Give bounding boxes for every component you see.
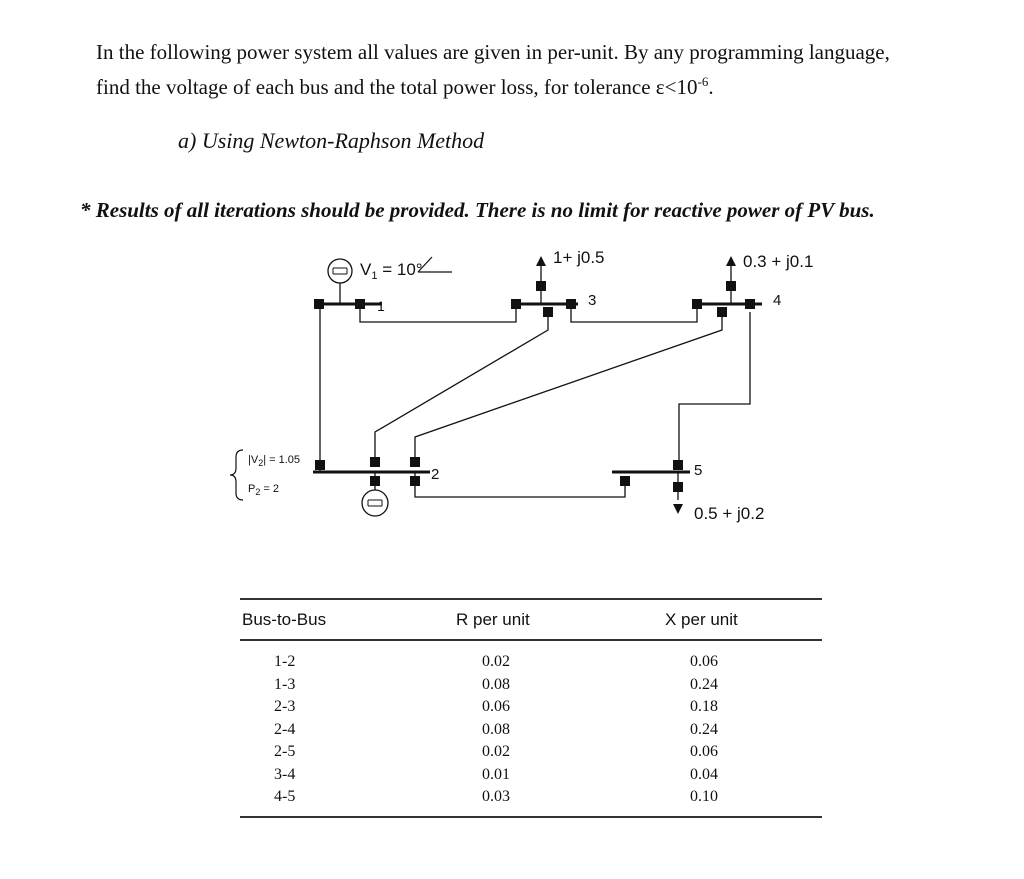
- table-cell: 0.08: [482, 720, 510, 738]
- header-bus-to-bus: Bus-to-Bus: [242, 610, 327, 629]
- table-cell: 0.06: [482, 698, 510, 715]
- bus-4-label: 4: [773, 292, 782, 309]
- angle-symbol-icon: [418, 257, 452, 272]
- table-cell: 1-3: [274, 675, 296, 693]
- table-cell: 4-5: [274, 788, 296, 805]
- bus-column: [274, 651, 295, 809]
- table-cell: 2-3: [274, 698, 296, 715]
- table-cell: 0.06: [690, 743, 718, 760]
- bus-2-label: 2: [431, 466, 440, 483]
- bus-2-voltage-spec: $|V_2| = 1.05$: [248, 454, 301, 468]
- bus-3-label: 3: [588, 292, 597, 309]
- load-4-arrow-icon: [726, 256, 736, 266]
- bus-2-power-spec: $P_2 = 2$: [248, 483, 280, 497]
- bus-2-brace: [230, 450, 243, 500]
- generator-2-icon: [362, 490, 388, 516]
- line-2-4: [415, 312, 722, 462]
- table-cell: 0.03: [482, 788, 510, 805]
- table-top-rule: [240, 598, 822, 600]
- bus-1-label: 1: [377, 298, 385, 314]
- part-a-heading: a) Using Newton-Raphson Method: [178, 128, 485, 153]
- header-x-per-unit: X per unit: [665, 610, 738, 629]
- load-5-label: 0.5 + j0.2: [694, 504, 765, 523]
- statement-line-2-text: find the voltage of each bus and the total power loss, for tolerance ε<10: [96, 75, 698, 99]
- table-cell: 1-2: [274, 653, 296, 670]
- table-cell: 0.04: [690, 765, 718, 783]
- load-3-arrow-icon: [536, 256, 546, 266]
- iteration-note: * Results of all iterations should be provided. There is no limit for reactive power of PV bus.: [80, 198, 875, 222]
- line-4-5: [679, 312, 750, 464]
- table-cell: 0.10: [690, 788, 718, 805]
- table-cell: 0.24: [690, 675, 718, 693]
- bus-5-label: 5: [694, 462, 703, 479]
- line-2-3: [375, 312, 548, 462]
- load-3-label: 1+ j0.5: [553, 248, 605, 267]
- load-5-arrow-icon: [673, 504, 683, 514]
- statement-line-1: In the following power system all values are given in per-unit. By any programming language,: [96, 40, 890, 64]
- header-r-per-unit: R per unit: [456, 610, 530, 629]
- line-data-table: [240, 598, 822, 820]
- load-4-label: 0.3 + j0.1: [743, 252, 814, 271]
- table-cell: 0.02: [482, 653, 510, 670]
- line-2-5: [415, 472, 625, 497]
- table-cell: 0.01: [482, 765, 510, 783]
- table-cell: 2-5: [274, 743, 296, 760]
- table-header-rule: [240, 639, 822, 641]
- table-cell: 0.24: [690, 720, 718, 738]
- statement-line-2-end: .: [708, 75, 714, 99]
- table-cell: 3-4: [274, 765, 296, 783]
- table-cell: 0.18: [690, 698, 718, 715]
- generator-1-icon: [328, 259, 352, 283]
- r-column: [482, 651, 510, 809]
- table-cell: 2-4: [274, 720, 296, 738]
- table-bottom-rule: [240, 816, 822, 818]
- v1-label: $V_1 = 10^\circ$: [360, 260, 423, 282]
- table-cell: 0.06: [690, 653, 718, 670]
- tolerance-exponent: -6: [697, 74, 709, 89]
- table-cell: 0.08: [482, 675, 510, 693]
- table-cell: 0.02: [482, 743, 510, 760]
- x-column: [690, 651, 718, 809]
